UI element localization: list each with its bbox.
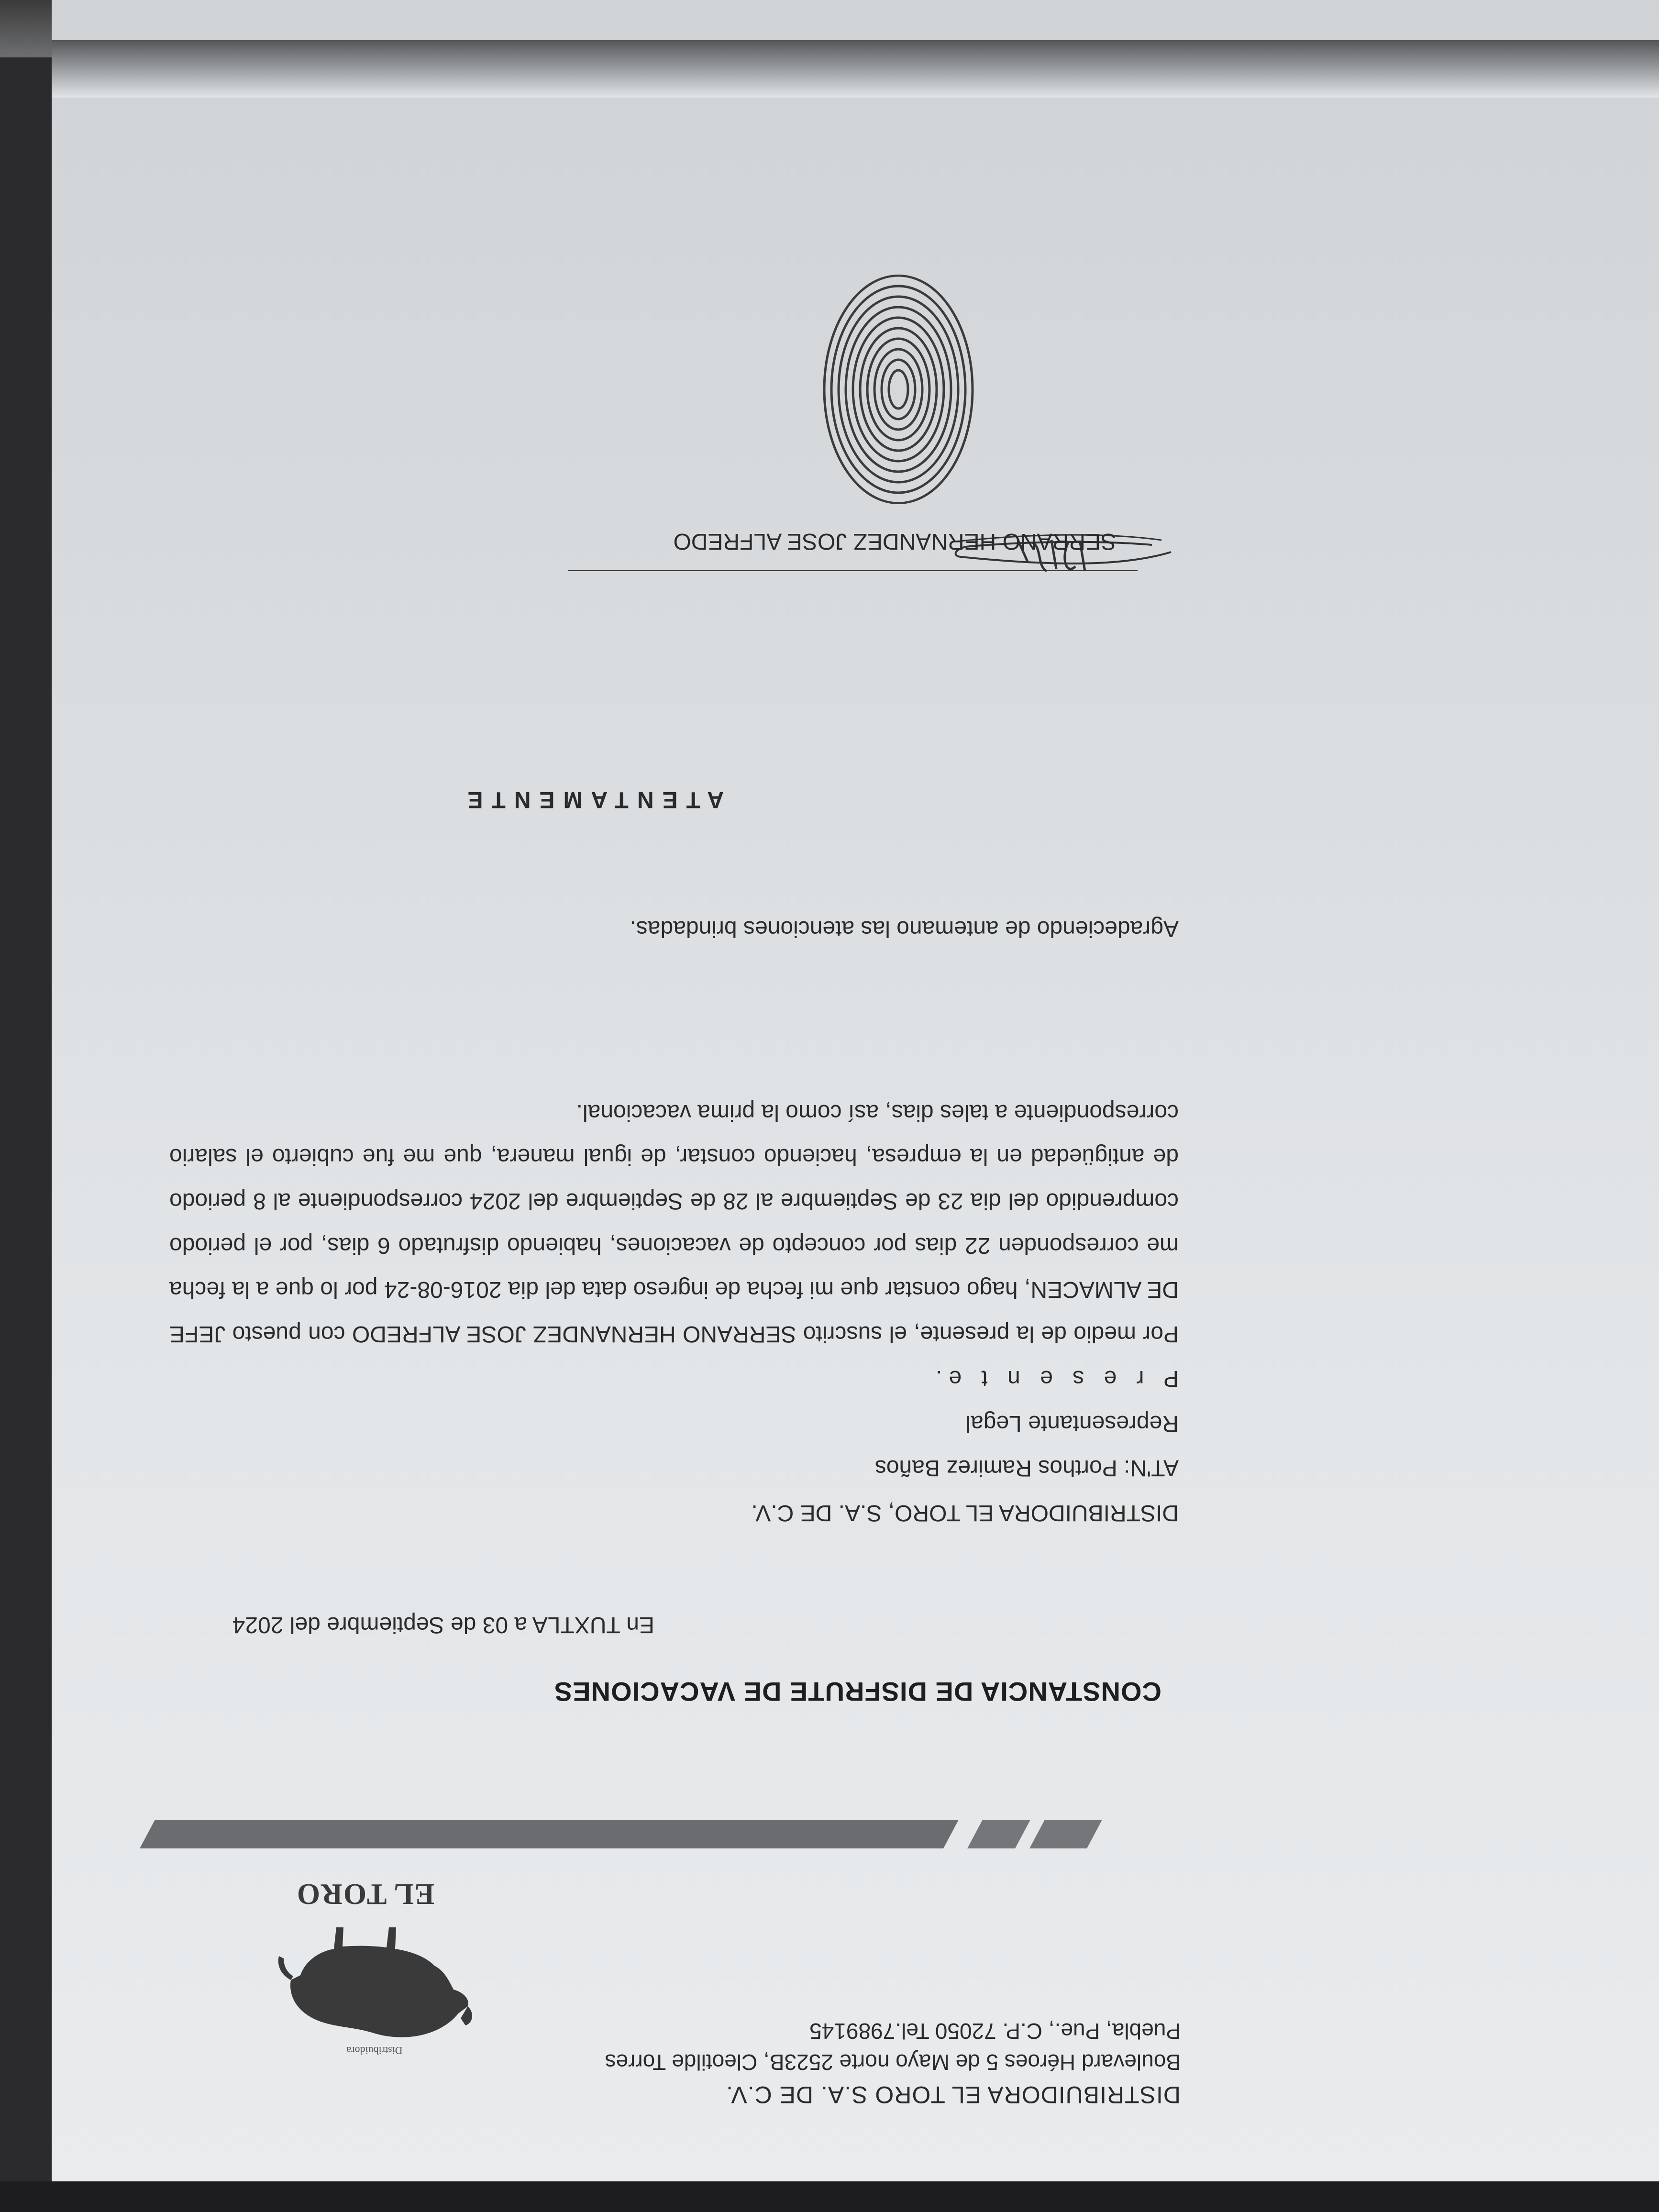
logo-small-text: Distribuidora <box>346 2045 403 2057</box>
company-header <box>463 2015 1181 2112</box>
recipient-company: DISTRIBUIDORA EL TORO, S.A. DE C.V. <box>751 1500 1179 1526</box>
signer-name: SERRANO HERNANDEZ JOSE ALFREDO <box>673 529 1116 554</box>
bull-logo <box>272 1908 477 2071</box>
logo-text: EL TORO <box>296 1878 434 1910</box>
attention-line: AT'N: Porthos Ramirez Baños <box>874 1455 1179 1481</box>
photo-background-bottom <box>0 2181 1659 2212</box>
closing-line: Agradeciendo de antemano las atenciones brindadas. <box>630 916 1179 941</box>
header-stripe-bar <box>140 1820 959 1848</box>
addressee-block <box>751 1356 1179 1535</box>
company-address-line1: Boulevard Héroes 5 de Mayo norte 2523B, Cleotilde Torres <box>605 2050 1181 2075</box>
place-date: En TUXTLA a 03 de Septiembre del 2024 <box>232 1612 654 1637</box>
paper-bottom-edge <box>52 40 1659 98</box>
company-name: DISTRIBUIDORA EL TORO S.A. DE C.V. <box>726 2081 1181 2108</box>
fingerprint-icon <box>817 270 980 509</box>
atentamente-heading: ATENTAMENTE <box>459 787 724 812</box>
document-title: CONSTANCIA DE DISFRUTE DE VACACIONES <box>553 1677 1161 1707</box>
presente-line: P r e s e n t e. <box>929 1366 1179 1392</box>
signature-line <box>568 570 1138 571</box>
company-address-line2: Puebla, Pue., C.P. 72050 Tel.7989145 <box>809 2018 1181 2044</box>
body-paragraph: Por medio de la presente, el suscrito SERRANO HERNANDEZ JOSE ALFREDO con puesto JEFE DE ALMACEN, hago constar que mi fecha de ingreso data del dia 2016-08-24 por lo que a la fecha me corresponden 22 dias por concepto de vacaciones, habiendo disfrutado 6 dias, por el periodo comprendido del dia 23 de Septiembre al 28 de Septiembre del 2024 correspondiente al 8 periodo de antigüedad en la empresa, haciendo constar, de igual manera, que me fue cubierto el salario correspondiente a tales dias, así como la prima vacacional. <box>169 1099 1179 1347</box>
recipient-role: Representante Legal <box>965 1410 1179 1436</box>
